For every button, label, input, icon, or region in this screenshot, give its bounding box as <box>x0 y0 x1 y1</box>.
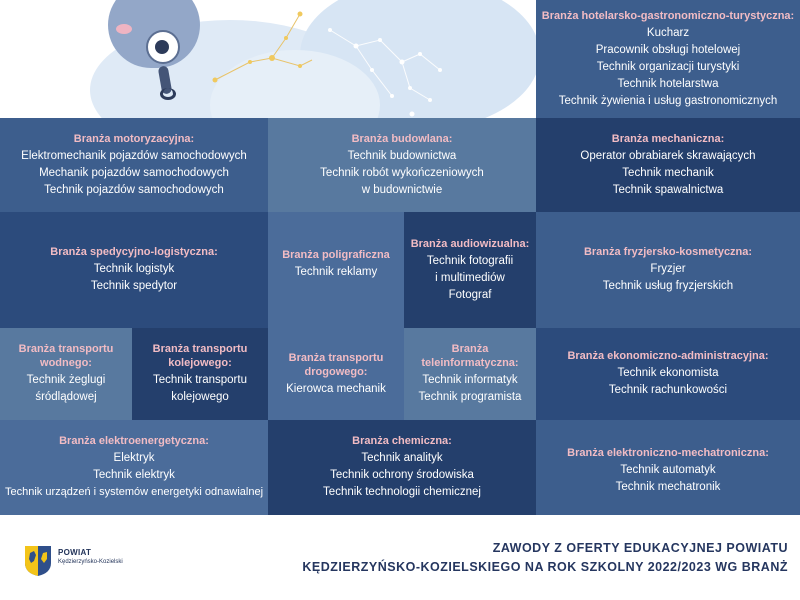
county-coat-of-arms-icon <box>24 545 52 577</box>
profession: Elektromechanik pojazdów samochodowych <box>21 149 247 162</box>
category-water-transport <box>0 328 132 420</box>
profession: Technik technologii chemicznej <box>323 486 481 498</box>
profession: Technik logistyk <box>93 263 175 275</box>
category-title-line: drogowego: <box>304 365 368 378</box>
decorative-header <box>0 0 536 118</box>
category-logistics <box>0 212 268 328</box>
category-title-line: wodnego: <box>40 357 92 369</box>
profession: Technik żywienia i usług gastronomicznych <box>558 94 778 107</box>
category-title: Branża mechaniczna: <box>611 132 725 145</box>
constellation-decoration <box>0 0 536 118</box>
profession: Technik urządzeń i systemów energetyki odnawialnej <box>4 486 264 498</box>
category-title-line: Branża transportu <box>152 343 248 355</box>
profession: Technik fotografii <box>426 254 514 267</box>
profession: Technik analityk <box>361 452 443 464</box>
profession: Technik reklamy <box>294 266 378 278</box>
page-title <box>288 539 788 577</box>
profession: i multimediów <box>435 271 505 284</box>
profession: Technik usług fryzjerskich <box>602 280 734 292</box>
category-title-line: teleinformatyczna: <box>421 357 519 369</box>
category-mechanical <box>536 118 800 212</box>
profession: Fryzjer <box>650 263 686 275</box>
category-audiovisual <box>404 212 536 328</box>
category-hospitality <box>536 0 800 118</box>
profession: Technik ochrony środowiska <box>330 469 474 481</box>
page-title-line: ZAWODY Z OFERTY EDUKACYJNEJ POWIATU <box>492 541 788 555</box>
category-title-line: Branża transportu <box>288 351 384 364</box>
profession: Technik spedytor <box>90 280 178 292</box>
profession: Technik rachunkowości <box>608 384 728 396</box>
category-automotive <box>0 118 268 212</box>
profession: Operator obrabiarek skrawających <box>580 149 756 162</box>
category-title: Branża ekonomiczno-administracyjna: <box>567 350 769 362</box>
profession: Technik żeglugi <box>26 374 106 386</box>
category-title: Branża elektroenergetyczna: <box>59 435 209 447</box>
category-title <box>421 342 518 370</box>
category-title: Branża spedycyjno-logistyczna: <box>50 246 218 258</box>
county-subtitle: Kędzierzyńsko-Kozielski <box>58 559 123 565</box>
profession: Fotograf <box>448 288 492 301</box>
category-electronics-mechatronics <box>536 420 800 515</box>
category-title <box>153 342 248 370</box>
profession: Technik hotelarstwa <box>617 77 719 90</box>
profession: Technik mechanik <box>622 166 714 179</box>
category-chemical <box>268 420 536 515</box>
profession: Elektryk <box>113 452 155 464</box>
category-title: Branża chemiczna: <box>352 435 452 447</box>
profession: Technik transportu <box>153 374 247 386</box>
profession: Kucharz <box>646 26 690 39</box>
profession: Technik organizacji turystyki <box>596 60 740 73</box>
category-title: Branża hotelarsko-gastronomiczno-turystyczna: <box>541 9 795 22</box>
profession: Pracownik obsługi hotelowej <box>595 43 741 56</box>
page-title-line: KĘDZIERZYŃSKO-KOZIELSKIEGO NA ROK SZKOLNY 2022/2023 WG BRANŻ <box>302 560 788 574</box>
profession: Technik elektryk <box>93 469 175 481</box>
profession: Mechanik pojazdów samochodowych <box>39 166 229 179</box>
profession: Technik informatyk <box>422 374 518 386</box>
profession: Kierowca mechanik <box>286 382 386 395</box>
category-title-line: Branża <box>451 343 489 355</box>
category-title: Branża poligraficzna <box>282 249 390 261</box>
profession: Technik spawalnictwa <box>612 183 724 196</box>
profession: śródlądowej <box>35 391 97 403</box>
profession: Technik mechatronik <box>615 481 721 493</box>
profession: Technik programista <box>418 391 522 403</box>
county-name: POWIAT <box>58 548 92 557</box>
category-electrical-energy <box>0 420 268 515</box>
category-title: Branża motoryzacyjna: <box>73 132 195 145</box>
category-title <box>289 351 384 379</box>
category-road-transport <box>268 328 404 420</box>
category-title: Branża elektroniczno-mechatroniczna: <box>567 447 769 459</box>
profession: w budownictwie <box>361 183 443 196</box>
category-rail-transport <box>132 328 268 420</box>
footer <box>0 515 800 600</box>
category-title <box>19 342 114 370</box>
category-economics <box>536 328 800 420</box>
category-printing <box>268 212 404 328</box>
category-construction <box>268 118 536 212</box>
profession: Technik pojazdów samochodowych <box>44 183 224 196</box>
category-title-line: kolejowego: <box>168 357 232 369</box>
category-teleinformatics <box>404 328 536 420</box>
profession: Technik budownictwa <box>347 149 457 162</box>
category-title: Branża audiowizualna: <box>410 237 530 250</box>
category-title-line: Branża transportu <box>18 343 114 355</box>
category-title: Branża fryzjersko-kosmetyczna: <box>583 246 753 258</box>
profession: Technik automatyk <box>620 464 716 476</box>
category-hairdressing <box>536 212 800 328</box>
category-title: Branża budowlana: <box>351 132 453 145</box>
profession: Technik robót wykończeniowych <box>320 166 484 179</box>
profession: Technik ekonomista <box>617 367 719 379</box>
profession: kolejowego <box>171 391 229 403</box>
